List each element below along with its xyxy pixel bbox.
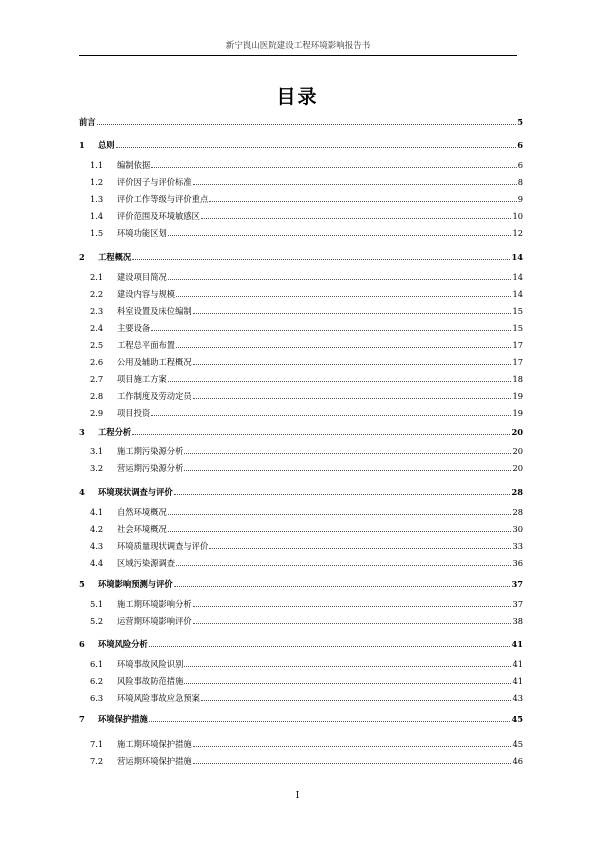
toc-entry-label: 工程概况 <box>98 252 132 262</box>
toc-entry-page: 17 <box>512 357 523 367</box>
toc-entry-number: 1.1 <box>90 160 104 170</box>
toc-entry-label: 工程总平面布置 <box>117 340 176 350</box>
toc-entry-number: 1.5 <box>90 228 104 238</box>
toc-entry[interactable] <box>79 614 523 626</box>
toc-entry[interactable] <box>79 539 523 551</box>
toc-dot-leader <box>168 235 512 236</box>
toc-entry-label: 区域污染源调查 <box>117 558 176 568</box>
toc-entry-label: 营运期环境保护措施 <box>117 756 192 766</box>
toc-dot-leader <box>168 279 512 280</box>
toc-entry-page: 28 <box>512 507 523 517</box>
toc-entry[interactable] <box>79 175 523 187</box>
toc-entry-page: 46 <box>512 756 523 766</box>
toc-dot-leader <box>184 666 511 667</box>
toc-entry-number: 2.3 <box>90 306 104 316</box>
toc-entry-page: 14 <box>512 272 523 282</box>
toc-dot-leader <box>201 218 511 219</box>
toc-entry-label: 自然环境概况 <box>117 507 167 517</box>
toc-entry-label: 环境事故风险识别 <box>117 659 184 669</box>
toc-entry-number: 7.2 <box>90 756 104 766</box>
toc-entry-page: 14 <box>512 289 523 299</box>
toc-dot-leader <box>151 330 511 331</box>
toc-dot-leader <box>149 721 511 722</box>
toc-dot-leader <box>184 683 511 684</box>
toc-entry-page: 9 <box>517 194 523 204</box>
toc-entry-label: 编制依据 <box>117 160 151 170</box>
toc-dot-leader <box>174 586 511 587</box>
toc-entry[interactable] <box>79 138 523 150</box>
toc-entry[interactable] <box>79 737 523 749</box>
toc-dot-leader <box>151 167 517 168</box>
toc-entry[interactable] <box>79 250 523 262</box>
toc-entry[interactable] <box>79 597 523 609</box>
toc-dot-leader <box>193 313 512 314</box>
toc-entry-number: 5 <box>79 579 85 589</box>
toc-dot-leader <box>168 531 512 532</box>
toc-entry[interactable] <box>79 209 523 221</box>
toc-entry-page: 43 <box>512 693 523 703</box>
toc-entry-label: 风险事故防范措施 <box>117 676 184 686</box>
toc-entry-label: 环境保护措施 <box>98 714 148 724</box>
toc-dot-leader <box>149 646 511 647</box>
toc-entry[interactable] <box>79 192 523 204</box>
toc-entry-page: 41 <box>512 659 523 669</box>
toc-dot-leader <box>174 494 511 495</box>
toc-entry-number: 6.3 <box>90 693 104 703</box>
toc-entry-page: 41 <box>512 676 523 686</box>
toc-entry-label: 环境现状调查与评价 <box>98 487 173 497</box>
toc-entry-label: 科室设置及床位编制 <box>117 306 192 316</box>
toc-entry-page: 20 <box>512 446 523 456</box>
toc-dot-leader <box>193 184 517 185</box>
toc-dot-leader <box>201 700 511 701</box>
toc-dot-leader <box>168 381 512 382</box>
toc-entry-number: 2.6 <box>90 357 104 367</box>
toc-entry-number: 4.2 <box>90 524 104 534</box>
toc-dot-leader <box>209 548 511 549</box>
toc-entry[interactable] <box>79 338 523 350</box>
toc-dot-leader <box>132 434 510 435</box>
toc-entry-number: 2.5 <box>90 340 104 350</box>
toc-dot-leader <box>193 623 512 624</box>
toc-entry-label: 社会环境概况 <box>117 524 167 534</box>
toc-entry-label: 工作制度及劳动定员 <box>117 391 192 401</box>
toc-entry[interactable] <box>79 158 523 170</box>
toc-entry-page: 37 <box>512 599 523 609</box>
toc-entry-number: 1.3 <box>90 194 104 204</box>
toc-dot-leader <box>193 398 512 399</box>
toc-entry-number: 2.9 <box>90 408 104 418</box>
toc-entry[interactable] <box>79 461 523 473</box>
toc-entry-number: 4.1 <box>90 507 104 517</box>
toc-entry[interactable] <box>79 389 523 401</box>
toc-dot-leader <box>209 201 516 202</box>
toc-dot-leader <box>151 415 511 416</box>
toc-dot-leader <box>193 606 512 607</box>
toc-entry-label: 建设内容与规模 <box>117 289 176 299</box>
toc-entry-page: 45 <box>512 739 523 749</box>
toc-entry-page: 45 <box>511 714 523 724</box>
toc-entry[interactable] <box>79 657 523 669</box>
toc-entry-number: 5.2 <box>90 616 104 626</box>
toc-entry[interactable] <box>79 691 523 703</box>
toc-dot-leader <box>132 259 510 260</box>
toc-dot-leader <box>193 763 512 764</box>
toc-entry-page: 6 <box>517 160 523 170</box>
toc-entry[interactable] <box>79 321 523 333</box>
toc-entry[interactable] <box>79 226 523 238</box>
toc-dot-leader <box>168 514 512 515</box>
toc-entry-label: 工程分析 <box>98 427 132 437</box>
toc-entry-label: 环境影响预测与评价 <box>98 579 173 589</box>
toc-entry-number: 3.1 <box>90 446 104 456</box>
toc-entry-label: 评价范围及环境敏感区 <box>117 211 200 221</box>
toc-entry-page: 28 <box>511 487 523 497</box>
toc-entry-label: 总则 <box>98 140 115 150</box>
toc-entry-page: 5 <box>517 117 523 127</box>
toc-dot-leader <box>193 746 512 747</box>
toc-entry-number: 3 <box>79 427 85 437</box>
toc-entry[interactable] <box>79 304 523 316</box>
toc-entry-label: 运营期环境影响评价 <box>117 616 192 626</box>
toc-entry-page: 37 <box>511 579 523 589</box>
toc-entry-label: 项目投资 <box>117 408 151 418</box>
toc-entry-page: 19 <box>512 408 523 418</box>
toc-entry-page: 6 <box>517 140 523 150</box>
toc-entry-page: 19 <box>512 391 523 401</box>
toc-dot-leader <box>97 124 517 125</box>
toc-dot-leader <box>176 565 511 566</box>
toc-entry[interactable] <box>79 270 523 282</box>
toc-entry-number: 2.7 <box>90 374 104 384</box>
toc-entry-number: 6.1 <box>90 659 104 669</box>
toc-entry[interactable] <box>79 485 523 497</box>
toc-entry-page: 14 <box>511 252 523 262</box>
toc-entry-label: 评价工作等级与评价重点 <box>117 194 209 204</box>
toc-entry-label: 营运期污染源分析 <box>117 463 184 473</box>
toc-entry-page: 18 <box>512 374 523 384</box>
toc-entry-page: 10 <box>512 211 523 221</box>
toc-entry-label: 环境风险分析 <box>98 639 148 649</box>
toc-entry-label: 建设项目简况 <box>117 272 167 282</box>
toc-entry-label: 评价因子与评价标准 <box>117 177 192 187</box>
toc-entry-number: 2.2 <box>90 289 104 299</box>
toc-entry-page: 12 <box>512 228 523 238</box>
toc-entry[interactable] <box>79 372 523 384</box>
toc-entry-page: 8 <box>517 177 523 187</box>
toc-entry[interactable] <box>79 444 523 456</box>
toc-entry-label: 施工期环境影响分析 <box>117 599 192 609</box>
toc-entry-number: 7 <box>79 714 85 724</box>
toc-entry-page: 17 <box>512 340 523 350</box>
toc-entry[interactable] <box>79 556 523 568</box>
toc-entry[interactable] <box>79 287 523 299</box>
toc-entry-number: 2.1 <box>90 272 104 282</box>
toc-entry-label: 施工期环境保护措施 <box>117 739 192 749</box>
toc-entry[interactable] <box>79 505 523 517</box>
toc-dot-leader <box>184 470 511 471</box>
toc-dot-leader <box>176 347 511 348</box>
toc-entry-label: 主要设备 <box>117 323 151 333</box>
page-number: I <box>295 791 300 801</box>
toc-entry[interactable] <box>79 425 523 437</box>
toc-entry[interactable] <box>79 115 523 127</box>
toc-entry-number: 3.2 <box>90 463 104 473</box>
toc-entry-page: 36 <box>512 558 523 568</box>
toc-entry-page: 41 <box>511 639 523 649</box>
toc-entry-label: 项目施工方案 <box>117 374 167 384</box>
toc-entry[interactable] <box>79 577 523 589</box>
toc-entry-label: 环境质量现状调查与评价 <box>117 541 209 551</box>
toc-dot-leader <box>176 296 511 297</box>
toc-dot-leader <box>184 453 511 454</box>
toc-entry[interactable] <box>79 754 523 766</box>
toc-entry-label: 前言 <box>79 117 96 127</box>
toc-entry-label: 施工期污染源分析 <box>117 446 184 456</box>
toc-entry-number: 6.2 <box>90 676 104 686</box>
toc-entry[interactable] <box>79 522 523 534</box>
toc-entry-page: 20 <box>511 427 523 437</box>
toc-entry-number: 1.2 <box>90 177 104 187</box>
toc-entry-number: 1.4 <box>90 211 104 221</box>
toc-entry-number: 2 <box>79 252 85 262</box>
page-title: 目录 <box>276 86 319 108</box>
toc-entry[interactable] <box>79 355 523 367</box>
toc-entry-page: 15 <box>512 323 523 333</box>
toc-entry-number: 1 <box>79 140 85 150</box>
toc-entry-page: 38 <box>512 616 523 626</box>
toc-entry-number: 6 <box>79 639 85 649</box>
toc-entry[interactable] <box>79 637 523 649</box>
toc-dot-leader <box>193 364 512 365</box>
toc-dot-leader <box>116 147 517 148</box>
toc-entry-page: 15 <box>512 306 523 316</box>
toc-entry-number: 2.4 <box>90 323 104 333</box>
toc-entry-number: 4 <box>79 487 85 497</box>
toc-entry-page: 33 <box>512 541 523 551</box>
toc-entry-label: 环境风险事故应急预案 <box>117 693 200 703</box>
toc-entry-number: 4.3 <box>90 541 104 551</box>
toc-entry-number: 5.1 <box>90 599 104 609</box>
toc-entry-page: 30 <box>512 524 523 534</box>
toc-entry[interactable] <box>79 674 523 686</box>
running-header: 新宁崀山医院建设工程环境影响报告书 <box>79 39 517 56</box>
toc-entry-number: 7.1 <box>90 739 104 749</box>
toc-entry-page: 20 <box>512 463 523 473</box>
toc-entry-number: 4.4 <box>90 558 104 568</box>
toc-entry[interactable] <box>79 406 523 418</box>
toc-entry-label: 公用及辅助工程概况 <box>117 357 192 367</box>
toc-entry-label: 环境功能区划 <box>117 228 167 238</box>
toc-entry-number: 2.8 <box>90 391 104 401</box>
toc-entry[interactable] <box>79 712 523 724</box>
